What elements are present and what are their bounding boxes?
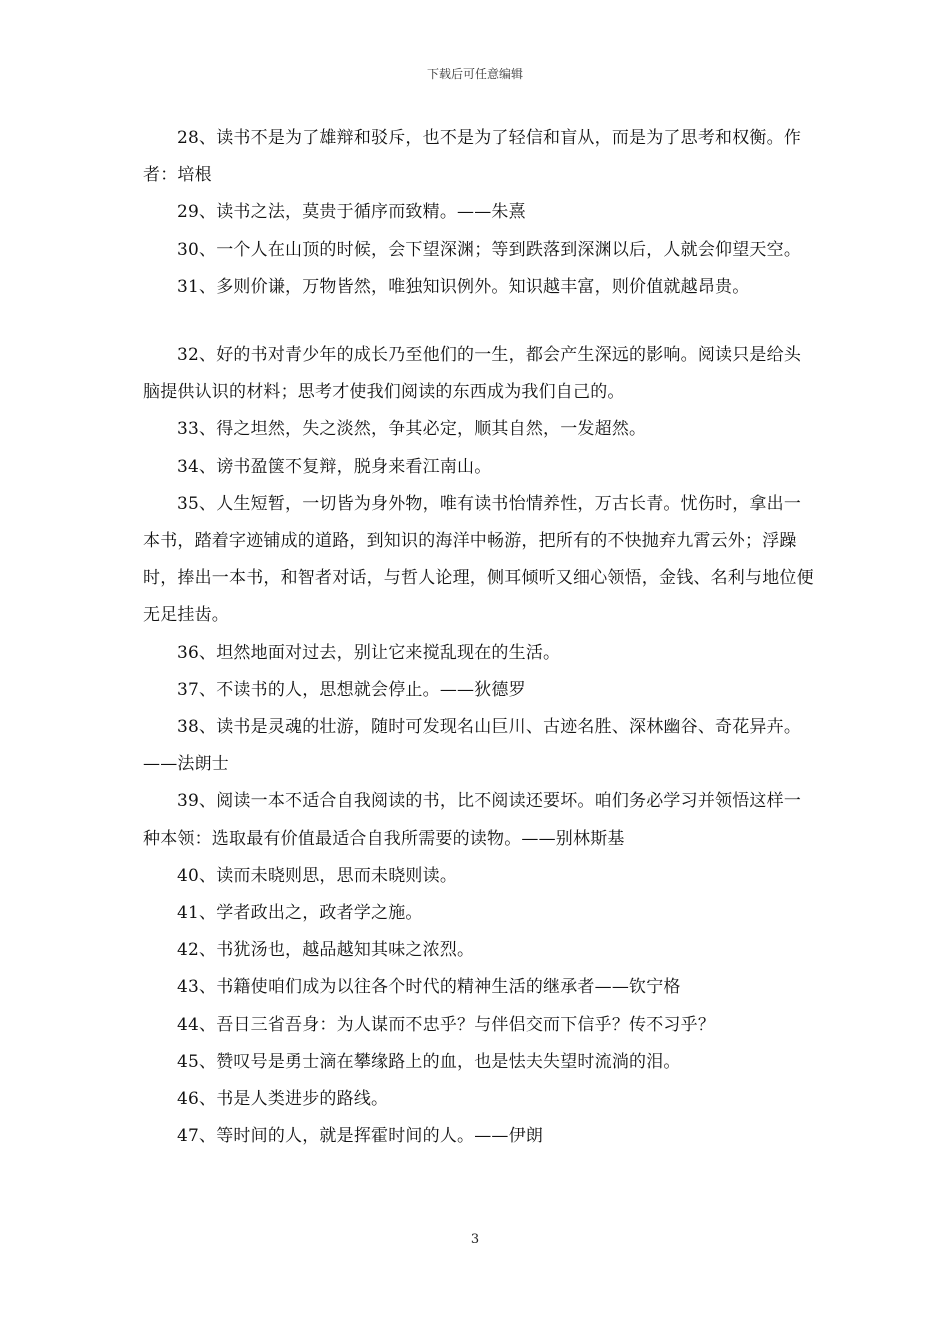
quote-paragraph-47: 47、等时间的人，就是挥霍时间的人。——伊朗 (177, 1126, 544, 1147)
quote-paragraph-35: 35、人生短暂，一切皆为身外物，唯有读书怡情养性，万古长青。忧伤时，拿出一本书，踏着字迹铺成的道路，到知识的海洋中畅游，把所有的不快抛弃九霄云外；浮躁时，捧出一本书，和智者对话，与哲人论理，侧耳倾听又细心领悟，金钱、名利与地位便无足挂齿。 (143, 493, 814, 626)
quote-paragraph-45: 45、赞叹号是勇士滴在攀缘路上的血，也是怯夫失望时流淌的泪。 (177, 1051, 681, 1072)
quote-paragraph-36: 36、坦然地面对过去，别让它来搅乱现在的生活。 (177, 642, 561, 663)
page-number: 3 (470, 1232, 480, 1247)
quote-paragraph-34: 34、谤书盈箧不复辩，脱身来看江南山。 (177, 456, 492, 477)
quote-paragraph-42: 42、书犹汤也，越品越知其味之浓烈。 (177, 940, 475, 961)
quote-paragraph-40: 40、读而未晓则思，思而未晓则读。 (177, 865, 458, 886)
quote-paragraph-43: 43、书籍使咱们成为以往各个时代的精神生活的继承者——钦宁格 (177, 977, 681, 998)
quote-paragraph-28: 28、读书不是为了雄辩和驳斥，也不是为了轻信和盲从，而是为了思考和权衡。作者：培根 (143, 128, 802, 186)
quote-paragraph-33: 33、得之坦然，失之淡然，争其必定，顺其自然，一发超然。 (177, 419, 647, 440)
quote-paragraph-44: 44、吾日三省吾身：为人谋而不忠乎？与伴侣交而下信乎？传不习乎？ (177, 1014, 716, 1035)
quote-paragraph-46: 46、书是人类进步的路线。 (177, 1089, 389, 1110)
quote-paragraph-37: 37、不读书的人，思想就会停止。——狄德罗 (177, 679, 526, 700)
quote-paragraph-29: 29、读书之法，莫贵于循序而致精。——朱熹 (177, 202, 526, 223)
quote-paragraph-39: 39、阅读一本不适合自我阅读的书，比不阅读还要坏。咱们务必学习并领悟这样一种本领：选取最有价值最适合自我所需要的读物。——别林斯基 (143, 791, 802, 849)
quote-paragraph-30: 30、一个人在山顶的时候，会下望深渊；等到跌落到深渊以后，人就会仰望天空。 (177, 239, 802, 260)
quote-paragraph-41: 41、学者政出之，政者学之施。 (177, 903, 423, 924)
document-body (143, 120, 815, 1155)
quote-paragraph-38: 38、读书是灵魂的壮游，随时可发现名山巨川、古迹名胜、深林幽谷、奇花异卉。——法朗士 (143, 717, 802, 775)
quote-paragraph-31: 31、多则价谦，万物皆然，唯独知识例外。知识越丰富，则价值就越昂贵。 (177, 276, 750, 297)
quote-paragraph-32: 32、好的书对青少年的成长乃至他们的一生，都会产生深远的影响。阅读只是给头脑提供认识的材料；思考才使我们阅读的东西成为我们自己的。 (143, 345, 802, 403)
page-header: 下载后可任意编辑 (426, 67, 523, 81)
